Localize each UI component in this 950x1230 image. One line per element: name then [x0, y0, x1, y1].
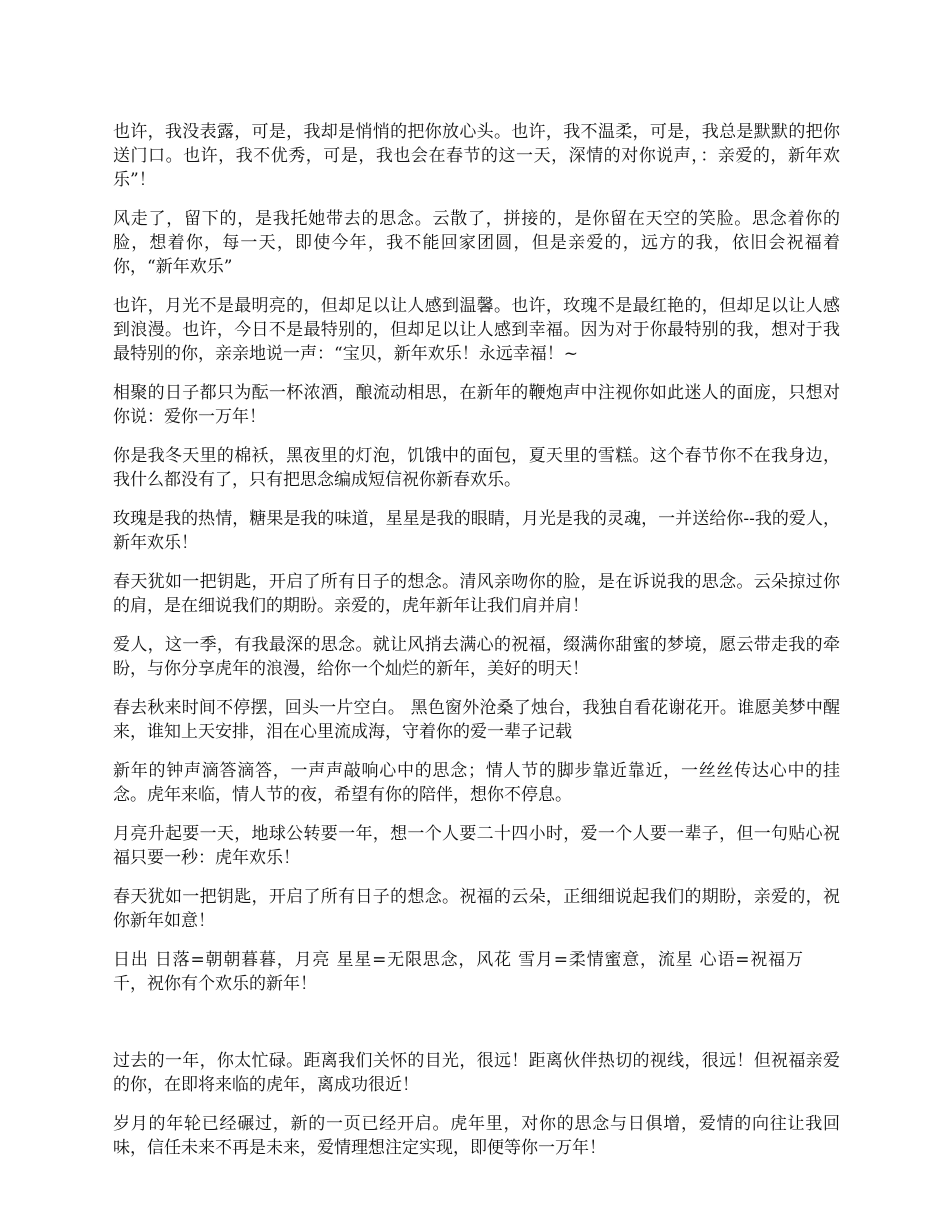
section-gap: [113, 1011, 840, 1049]
paragraph: 春天犹如一把钥匙，开启了所有日子的想念。清风亲吻你的脸，是在诉说我的思念。云朵掠过你的肩，是在细说我们的期盼。亲爱的，虎年新年让我们肩并肩！: [113, 572, 840, 616]
paragraph: 日出 日落=朝朝暮暮，月亮 星星=无限思念，风花 雪月=柔情蜜意，流星 心语=祝福万千，祝你有个欢乐的新年！: [113, 950, 803, 994]
paragraph: 爱人，这一季，有我最深的思念。就让风捎去满心的祝福，缀满你甜蜜的梦境，愿云带走我的牵盼，与你分享虎年的浪漫，给你一个灿烂的新年，美好的明天！: [113, 635, 840, 679]
document-body: [113, 120, 840, 1175]
paragraph: 玫瑰是我的热情，糖果是我的味道，星星是我的眼睛，月光是我的灵魂，一并送给你--我的爱人，新年欢乐！: [113, 509, 840, 553]
paragraph: 也许，月光不是最明亮的，但却足以让人感到温馨。也许，玫瑰不是最红艳的，但却足以让人感到浪漫。也许，今日不是最特别的，但却足以让人感到幸福。因为对于你最特别的我，想对于我最特别的你，亲亲地说一声：“宝贝，新年欢乐！永远幸福！~: [113, 296, 840, 364]
paragraph: 相聚的日子都只为酝一杯浓酒，酿流动相思，在新年的鞭炮声中注视你如此迷人的面庞，只想对你说：爱你一万年！: [113, 383, 840, 427]
paragraph: 新年的钟声滴答滴答，一声声敲响心中的思念；情人节的脚步靠近靠近，一丝丝传达心中的挂念。虎年来临，情人节的夜，希望有你的陪伴，想你不停息。: [113, 761, 840, 805]
paragraph: 岁月的年轮已经碾过，新的一页已经开启。虎年里，对你的思念与日俱增，爱情的向往让我回味，信任未来不再是未来，爱情理想注定实现，即便等你一万年！: [113, 1114, 840, 1158]
paragraph: 过去的一年，你太忙碌。距离我们关怀的目光，很远！距离伙伴热切的视线，很远！但祝福亲爱的你，在即将来临的虎年，离成功很近！: [113, 1051, 840, 1095]
paragraph: 春去秋来时间不停摆，回头一片空白。 黑色窗外沧桑了烛台，我独自看花谢花开。谁愿美梦中醒来，谁知上天安排，泪在心里流成海，守着你的爱一辈子记载: [113, 698, 840, 742]
paragraph: 月亮升起要一天，地球公转要一年，想一个人要二十四小时，爱一个人要一辈子，但一句贴心祝福只要一秒：虎年欢乐！: [113, 824, 840, 868]
paragraph: 风走了，留下的，是我托她带去的思念。云散了，拼接的，是你留在天空的笑脸。思念着你的脸，想着你，每一天，即使今年，我不能回家团圆，但是亲爱的，远方的我，依旧会祝福着你，“新年欢乐”: [113, 209, 840, 277]
paragraph: 春天犹如一把钥匙，开启了所有日子的想念。祝福的云朵，正细细说起我们的期盼，亲爱的，祝你新年如意！: [113, 887, 840, 931]
paragraph: 也许，我没表露，可是，我却是悄悄的把你放心头。也许，我不温柔，可是，我总是默默的把你送门口。也许，我不优秀，可是，我也会在春节的这一天，深情的对你说声，：亲爱的，新年欢乐”！: [113, 122, 840, 190]
paragraph: 你是我冬天里的棉袄，黑夜里的灯泡，饥饿中的面包，夏天里的雪糕。这个春节你不在我身边，我什么都没有了，只有把思念编成短信祝你新春欢乐。: [113, 446, 840, 490]
